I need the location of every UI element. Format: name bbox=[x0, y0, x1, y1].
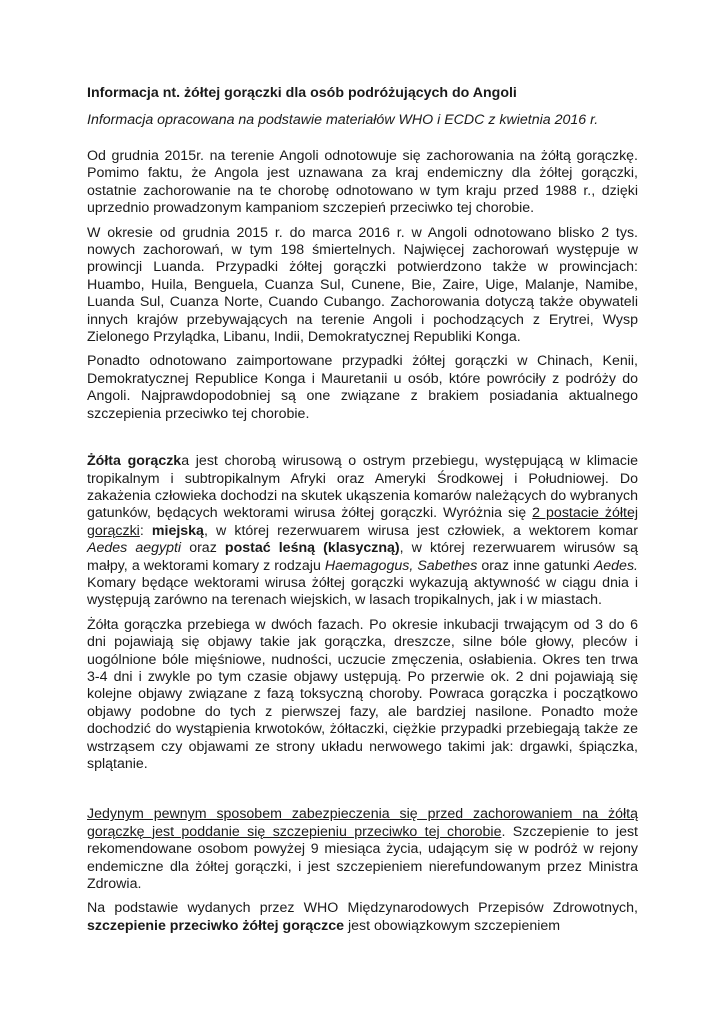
forest-form-bold: postać leśną (klasyczną) bbox=[224, 540, 400, 557]
paragraph-case-statistics: W okresie od grudnia 2015 r. do marca 2016 r. w Angoli odnotowano blisko 2 tys. nowych zachorowań, w tym 198 śmiertelnych. Najwięcej zachorowań występuje w prowincji Luanda. Przypadki żółtej gorączki potwierdzono także w prowincjach: Huambo, Huila, Benguela, Cuanza Sul, Cunene, Bie, Zaire, Uige, Malanje, Namibe, Luanda Sul, Cuanza Norte, Cuando Cubango. Zachorowania dotyczą także obywateli innych krajów przebywających na terenie Angoli i pochodzących z Erytrei, Wysp Zielonego Przylądka, Libanu, Indii, Demokratycznej Republiki Konga. bbox=[87, 224, 638, 346]
document-subtitle: Informacja opracowana na podstawie materiałów WHO i ECDC z kwietnia 2016 r. bbox=[87, 112, 599, 128]
species-haemagogus-sabethes: Haemagogus, Sabethes bbox=[324, 557, 478, 574]
text-run: oraz inne gatunki bbox=[477, 557, 594, 574]
species-aedes: Aedes. bbox=[593, 557, 638, 574]
paragraph-disease-phases: Żółta gorączka przebiega w dwóch fazach. Po okresie inkubacji trwającym od 3 do 6 dni pojawiają się objawy takie jak gorączka, dreszcze, silne bóle głowy, pleców i uogólnione bóle mięśniowe, nudności, uczucie zmęczenia, osłabienia. Okres ten trwa 3-4 dni i zwykle po tym czasie objawy ustępują. Po przerwie ok. 2 dni pojawiają się kolejne objawy związane z fazą toksyczną choroby. Powraca gorączka i początkowo objawy podobne do tych z pierwszej fazy, ale bardziej nasilone. Ponadto może dochodzić do wystąpienia krwotoków, żółtaczki, ciężkie przypadki przebiegają także ze wstrząsem czy objawami ze strony układu nerwowego takimi jak: drgawki, śpiączka, splątanie. bbox=[87, 616, 638, 772]
text-run: oraz bbox=[181, 540, 225, 557]
text-run: jest obowiązkowym szczepieniem bbox=[344, 917, 561, 934]
text-run: . Szczepienie to jest rekomendowane osobom powyżej 9 miesiąca życia, udającym się w podróż w rejony endemiczne dla żółtej gorączki, i jest szczepieniem nierefundowanym przez Ministra Zdrowia. bbox=[87, 823, 638, 893]
text-run: , w której rezerwuarem wirusów są małpy, a wektorami komary z rodzaju bbox=[87, 540, 639, 574]
paragraph-disease-description bbox=[87, 453, 638, 610]
text-run: a jest chorobą wirusową o ostrym przebiegu, występującą w klimacie tropikalnym i subtropikalnym Afryki oraz Ameryki Środkowej i Południowej. Do zakażenia człowieka dochodzi na skutek ukąszenia komarów należących do wybranych gatunków, będących wektorami wirusa żółtej gorączki. Wyróżnia się bbox=[87, 453, 638, 522]
document-page bbox=[87, 84, 638, 942]
paragraph-outbreak-intro: Od grudnia 2015r. na terenie Angoli odnotowuje się zachorowania na żółtą gorączkę. Pomimo faktu, że Angola jest uznawana za kraj endemiczny dla żółtej gorączki, ostatnie zachorowanie na te chorobę odnotowano w tym kraju przed 1988 r., dzięki uprzednio prowadzonym kampaniom szczepień przeciwko tej chorobie. bbox=[87, 148, 638, 217]
paragraph-who-regulations bbox=[87, 900, 638, 935]
paragraph-imported-cases: Ponadto odnotowano zaimportowane przypadki żółtej gorączki w Chinach, Kenii, Demokratycznej Republice Konga i Mauretanii u osób, które powróciły z podróży do Angoli. Najprawdopodobniej są one związane z brakiem posiadania aktualnego szczepienia przeciwko tej chorobie. bbox=[87, 353, 638, 422]
two-forms-underlined: 2 postacie żółtej gorączki bbox=[87, 505, 638, 539]
text-run: : bbox=[139, 522, 152, 539]
species-aedes-aegypti: Aedes aegypti bbox=[87, 540, 182, 557]
mandatory-vaccination-bold: szczepienie przeciwko żółtej gorączce bbox=[87, 917, 345, 934]
text-run: Komary będące wektorami wirusa żółtej gorączki wykazują aktywność w ciągu dnia i występują zarówno na terenach wiejskich, w lasach tropikalnych, jak i w miastach. bbox=[87, 574, 638, 609]
text-run: Na podstawie wydanych przez WHO Międzynarodowych Przepisów Zdrowotnych, bbox=[87, 900, 638, 917]
document-title: Informacja nt. żółtej gorączki dla osób podróżujących do Angoli bbox=[87, 85, 517, 101]
disease-name-bold: Żółta gorączk bbox=[87, 453, 182, 470]
paragraph-vaccination bbox=[87, 806, 638, 893]
urban-form-bold: miejską bbox=[151, 522, 204, 539]
text-run: , w której rezerwuarem wirusa jest człowiek, a wektorem komar bbox=[203, 522, 638, 539]
vaccination-statement-underlined: Jedynym pewnym sposobem zabezpieczenia się przed zachorowaniem na żółtą gorączkę jest poddanie się szczepieniu przeciwko tej chorobie bbox=[87, 806, 638, 840]
